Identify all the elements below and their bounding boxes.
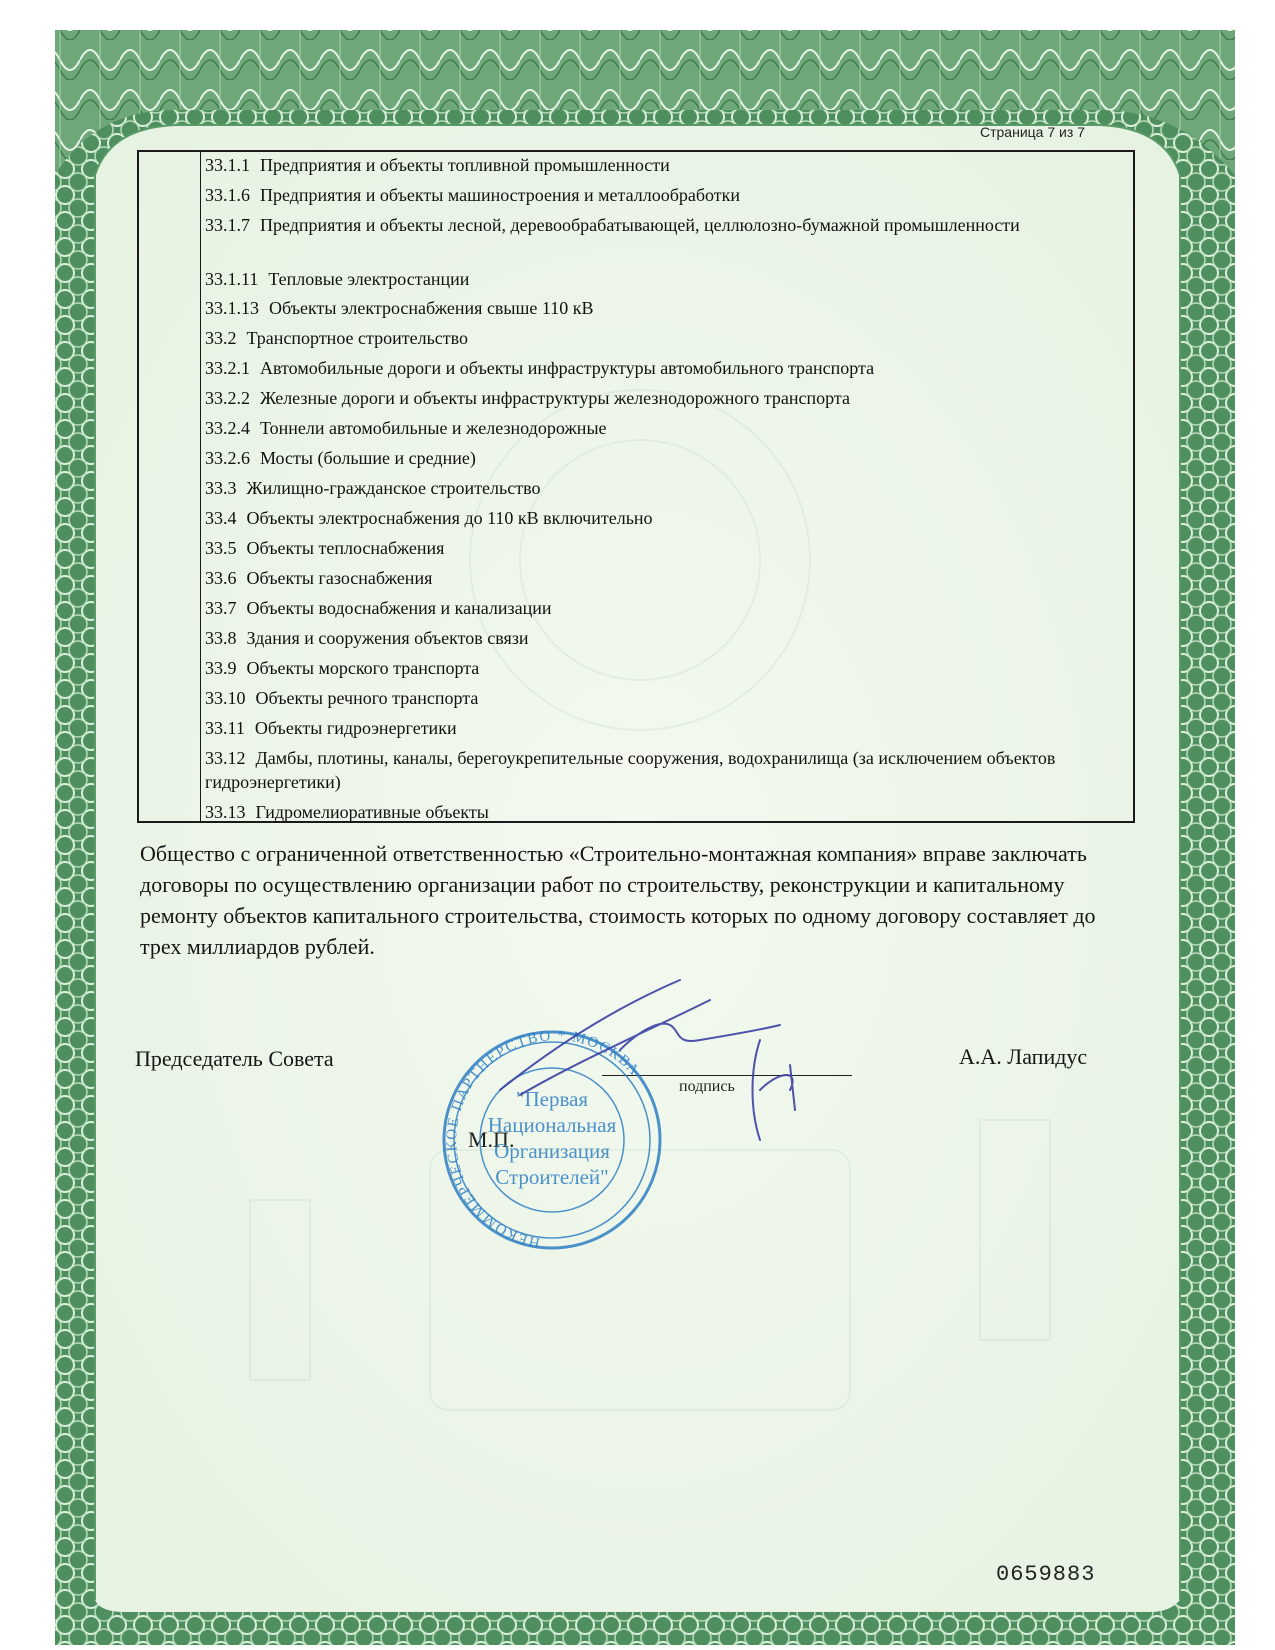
table-row: [205, 686, 1127, 716]
row-code: 33.1.1: [205, 155, 250, 175]
row-code: 33.7: [205, 598, 237, 618]
row-text: Тепловые электростанции: [268, 269, 470, 289]
signature-caption: подпись: [679, 1078, 735, 1095]
scope-of-work-table: [137, 150, 1135, 823]
table-row: [205, 746, 1127, 800]
row-code: 33.2.6: [205, 448, 250, 468]
table-row: [205, 566, 1127, 596]
row-text: Предприятия и объекты машиностроения и металлообработки: [260, 185, 741, 205]
table-row: [205, 213, 1127, 267]
row-text: Объекты гидроэнергетики: [254, 718, 457, 738]
authorization-statement: Общество с ограниченной ответственностью «Строительно-монтажная компания» вправе заключать договоры по осуществлению организации работ по строительству, реконструкции и капитальному ремонту объектов капитального строительства, стоимость которых по одному договору составляет до трех миллиардов рублей.: [140, 841, 1096, 959]
row-text: Объекты речного транспорта: [255, 688, 479, 708]
table-row: [205, 656, 1127, 686]
serial-number: 0659883: [996, 1562, 1096, 1587]
row-text: Объекты электроснабжения свыше 110 кВ: [269, 298, 594, 318]
row-code: 33.5: [205, 538, 237, 558]
table-row: [205, 356, 1127, 386]
row-text: Автомобильные дороги и объекты инфраструктуры автомобильного транспорта: [260, 358, 875, 378]
table-row: [205, 153, 1127, 183]
row-code: 33.1.7: [205, 215, 250, 235]
signer-name: А.А. Лапидус: [959, 1044, 1088, 1069]
row-code: 33.9: [205, 658, 237, 678]
svg-text:"Первая: "Первая: [515, 1087, 589, 1111]
table-row: [205, 446, 1127, 476]
row-text: Предприятия и объекты лесной, деревообрабатывающей, целлюлозно-бумажной промышленности: [260, 215, 1020, 235]
row-code: 33.4: [205, 508, 237, 528]
row-code: 33.3: [205, 478, 237, 498]
row-text: Мосты (большие и средние): [260, 448, 476, 468]
page-counter: Страница 7 из 7: [980, 124, 1085, 140]
table-row: [205, 386, 1127, 416]
table-row: [205, 416, 1127, 446]
scope-rows: [205, 153, 1127, 826]
signer-role: Председатель Совета: [135, 1046, 334, 1071]
table-row: [205, 296, 1127, 326]
table-row: [205, 267, 1127, 296]
table-row: [205, 626, 1127, 656]
row-code: 33.13: [205, 802, 246, 822]
table-row: [205, 183, 1127, 213]
row-code: 33.1.11: [205, 269, 259, 289]
row-text: Объекты морского транспорта: [246, 658, 480, 678]
table-column-divider: [200, 152, 201, 821]
row-text: Объекты газоснабжения: [246, 568, 433, 588]
stamp-place-mark: М.П.: [468, 1127, 515, 1152]
row-code: 33.10: [205, 688, 246, 708]
row-text: Дамбы, плотины, каналы, берегоукрепительные сооружения, водохранилища (за исключением объектов гидроэнергетики): [205, 748, 1056, 792]
row-code: 33.1.6: [205, 185, 250, 205]
table-row: [205, 326, 1127, 356]
row-text: Транспортное строительство: [246, 328, 469, 348]
svg-text:НЕКОММЕРЧЕСКОЕ ПАРТНЕРСТВО * М: НЕКОММЕРЧЕСКОЕ ПАРТНЕРСТВО * МОСКВА: [444, 1028, 643, 1251]
row-text: Тоннели автомобильные и железнодорожные: [260, 418, 607, 438]
table-row: [205, 476, 1127, 506]
handwritten-signature: [460, 970, 860, 1150]
row-text: Предприятия и объекты топливной промышленности: [260, 155, 670, 175]
row-code: 33.2.4: [205, 418, 250, 438]
row-code: 33.1.13: [205, 298, 259, 318]
row-text: Жилищно-гражданское строительство: [246, 478, 541, 498]
row-text: Гидромелиоративные объекты: [255, 802, 489, 822]
svg-text:Национальная: Национальная: [487, 1113, 617, 1137]
row-code: 33.2.1: [205, 358, 250, 378]
row-text: Здания и сооружения объектов связи: [246, 628, 529, 648]
row-code: 33.8: [205, 628, 237, 648]
row-code: 33.2: [205, 328, 237, 348]
table-row: [205, 506, 1127, 536]
row-code: 33.6: [205, 568, 237, 588]
row-code: 33.12: [205, 748, 246, 768]
table-row: [205, 716, 1127, 746]
table-row: [205, 596, 1127, 626]
svg-text:Строителей": Строителей": [495, 1165, 609, 1189]
row-text: Объекты водоснабжения и канализации: [246, 598, 552, 618]
row-text: Объекты электроснабжения до 110 кВ включительно: [246, 508, 653, 528]
row-text: Объекты теплоснабжения: [246, 538, 445, 558]
row-code: 33.11: [205, 718, 245, 738]
table-row: [205, 800, 1127, 826]
row-code: 33.2.2: [205, 388, 250, 408]
table-row: [205, 536, 1127, 566]
row-text: Железные дороги и объекты инфраструктуры железнодорожного транспорта: [260, 388, 850, 408]
svg-text:Организация: Организация: [494, 1139, 610, 1163]
